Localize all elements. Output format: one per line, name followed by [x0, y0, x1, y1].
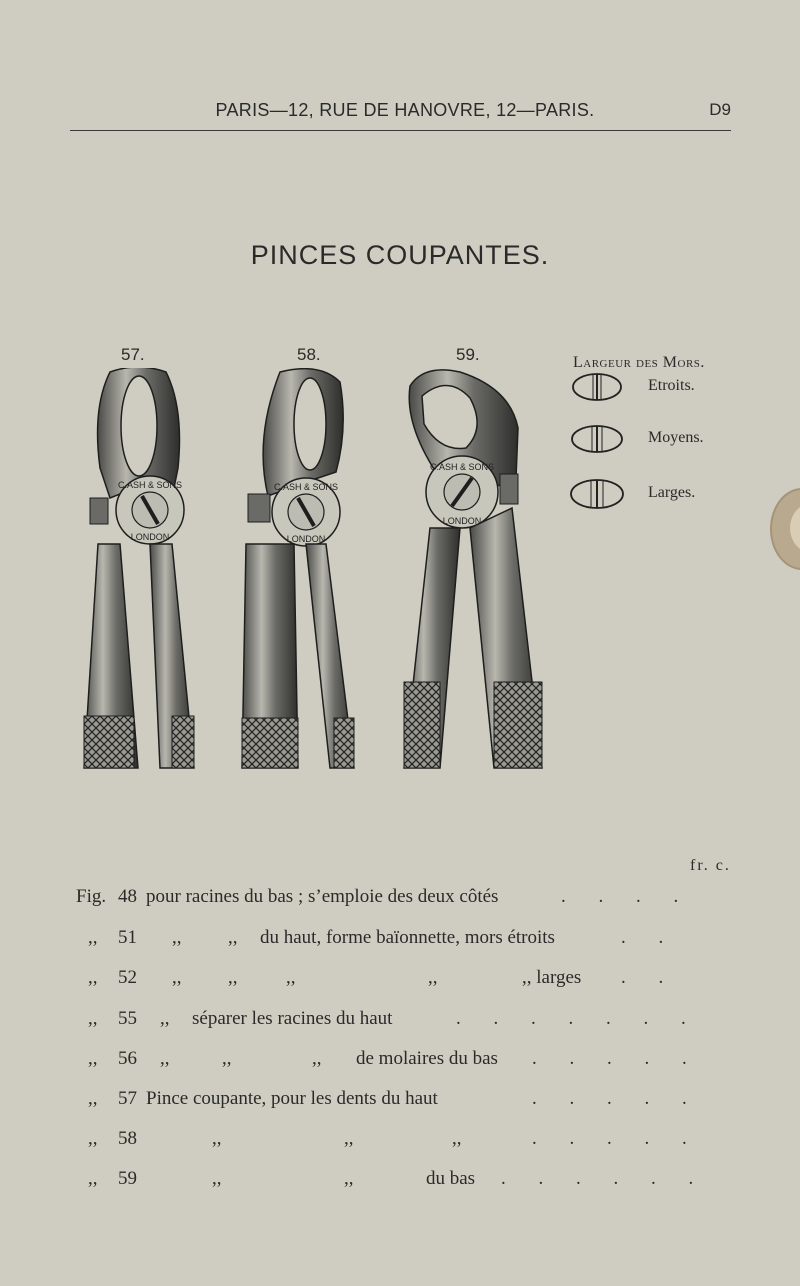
row-prefix: ,,	[88, 967, 98, 988]
list-row	[76, 1008, 700, 1038]
row-ditto: ,,	[212, 1168, 222, 1189]
row-number: 55	[118, 1008, 137, 1029]
legend-title: Largeur des Mors.	[573, 354, 705, 371]
row-ditto: ,,	[286, 967, 296, 988]
section-title: PINCES COUPANTES.	[250, 240, 550, 270]
list-row	[76, 1048, 701, 1078]
svg-text:C.ASH & SONS: C.ASH & SONS	[429, 462, 495, 472]
row-ditto: ,,	[228, 927, 238, 948]
row-ditto: ,,	[312, 1048, 322, 1069]
page-header	[70, 100, 731, 131]
row-leader-dots: . . . . . . .	[456, 1008, 700, 1029]
row-description: Pince coupante, pour les dents du haut	[146, 1088, 438, 1109]
medium-jaw-icon	[570, 422, 630, 456]
row-number: 58	[118, 1128, 137, 1149]
figure-label-57: 57.	[121, 345, 145, 364]
narrow-jaw-icon	[570, 370, 630, 404]
list-row	[76, 927, 676, 957]
row-prefix: ,,	[88, 1048, 98, 1069]
row-description: du bas	[426, 1168, 476, 1189]
forceps-57-illustration	[80, 368, 198, 770]
row-number: 51	[118, 927, 137, 948]
list-row	[76, 967, 676, 997]
forceps-59-illustration	[400, 368, 545, 770]
row-ditto: ,,	[160, 1008, 170, 1029]
row-prefix: ,,	[88, 1128, 98, 1149]
row-leader-dots: . .	[621, 967, 678, 988]
row-prefix: ,,	[88, 1088, 98, 1109]
row-description: du haut, forme baïonnette, mors étroits	[260, 927, 555, 948]
row-prefix: ,,	[88, 927, 98, 948]
legend-label-wide: Larges.	[648, 484, 696, 501]
row-ditto: ,,	[172, 927, 182, 948]
svg-text:LONDON: LONDON	[442, 516, 482, 526]
svg-text:C.ASH & SONS: C.ASH & SONS	[273, 482, 339, 492]
row-leader-dots: . .	[621, 927, 678, 948]
legend-label-medium: Moyens.	[648, 429, 704, 446]
row-ditto: ,,	[344, 1168, 354, 1189]
row-description: de molaires du bas	[356, 1048, 498, 1069]
price-column-header: fr. c.	[690, 857, 731, 874]
row-ditto: ,,	[428, 967, 438, 988]
row-number: 56	[118, 1048, 137, 1069]
row-ditto: ,,	[212, 1128, 222, 1149]
wide-jaw-icon	[570, 477, 630, 511]
row-prefix: ,,	[88, 1168, 98, 1189]
row-ditto: ,,	[160, 1048, 170, 1069]
row-ditto: ,,	[452, 1128, 462, 1149]
forceps-58-illustration	[240, 368, 358, 770]
row-description: pour racines du bas ; s’emploie des deux côtés	[146, 886, 499, 907]
row-prefix: ,,	[88, 1008, 98, 1029]
list-row	[76, 1088, 701, 1118]
svg-text:C.ASH & SONS: C.ASH & SONS	[117, 480, 183, 490]
row-leader-dots: . . . . .	[532, 1088, 701, 1109]
row-leader-dots: . . . . .	[532, 1128, 701, 1149]
page-tab	[770, 488, 800, 570]
row-number: 48	[118, 886, 137, 907]
list-row	[76, 886, 693, 916]
row-description: séparer les racines du haut	[192, 1008, 393, 1029]
figure-label-59: 59.	[456, 345, 480, 364]
row-leader-dots: . . . .	[561, 886, 693, 907]
row-description: ,, larges	[522, 967, 582, 988]
svg-text:LONDON: LONDON	[286, 534, 326, 544]
row-ditto: ,,	[172, 967, 182, 988]
row-ditto: ,,	[222, 1048, 232, 1069]
list-row	[76, 1128, 701, 1158]
header-address: PARIS—12, RUE DE HANOVRE, 12—PARIS.	[215, 100, 595, 120]
row-number: 59	[118, 1168, 137, 1189]
row-number: 52	[118, 967, 137, 988]
page-tab-inner	[790, 504, 800, 552]
row-number: 57	[118, 1088, 137, 1109]
row-leader-dots: . . . . . .	[501, 1168, 708, 1189]
page-number: D9	[709, 100, 731, 119]
svg-text:LONDON: LONDON	[130, 532, 170, 542]
list-row	[76, 1168, 708, 1198]
row-ditto: ,,	[228, 967, 238, 988]
row-prefix: Fig.	[76, 886, 107, 907]
row-leader-dots: . . . . .	[532, 1048, 701, 1069]
legend-label-narrow: Etroits.	[648, 377, 695, 394]
row-ditto: ,,	[344, 1128, 354, 1149]
figure-label-58: 58.	[297, 345, 321, 364]
